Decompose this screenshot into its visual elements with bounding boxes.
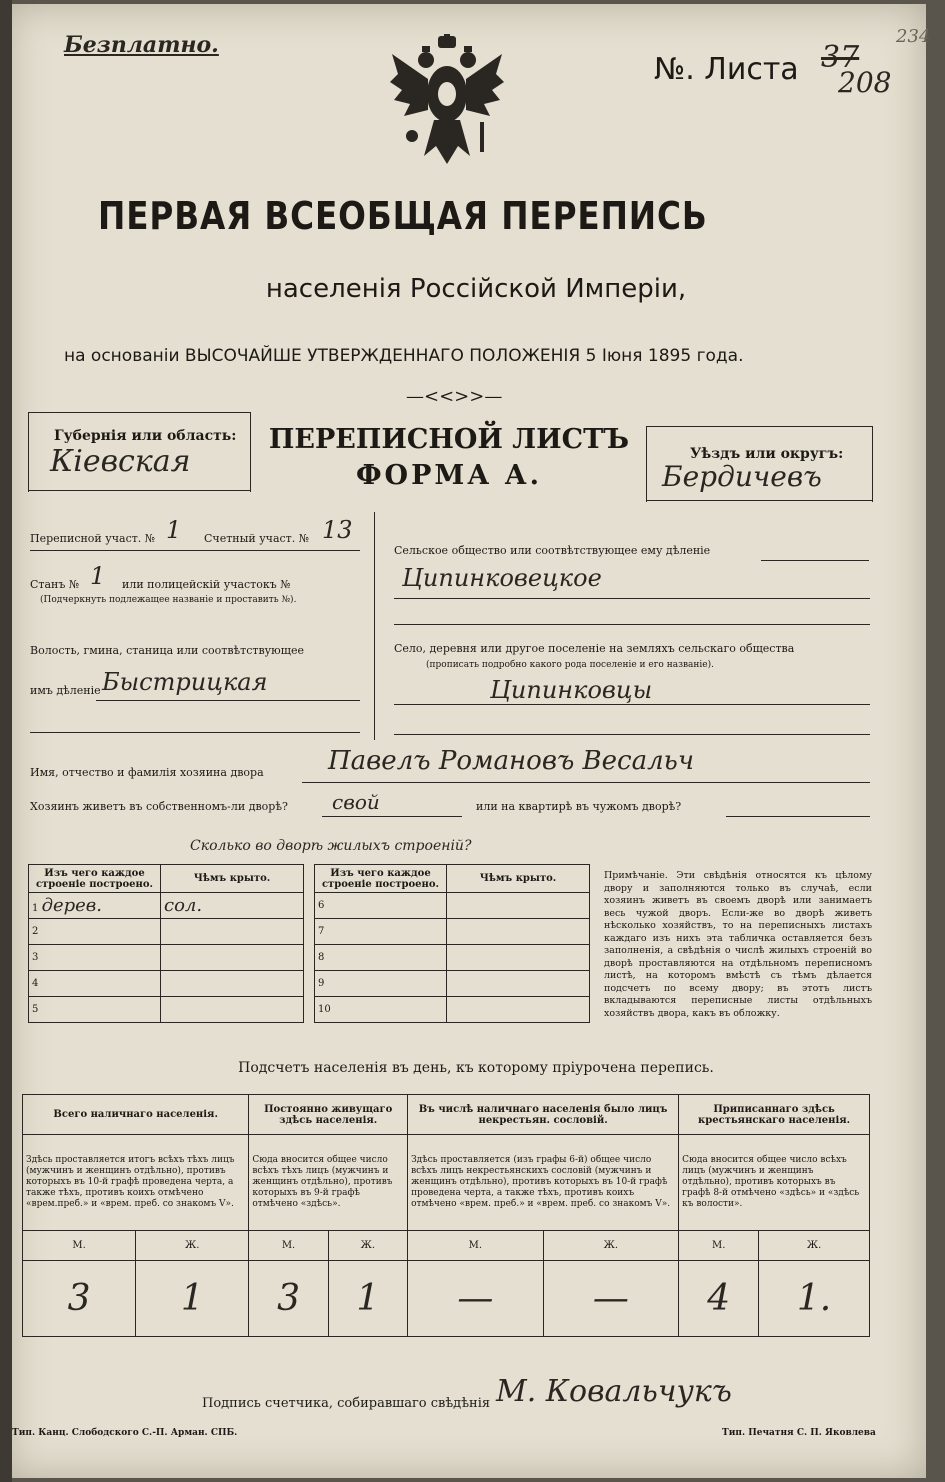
note-text: Примѣчаніе. Эти свѣдѣнія относятся къ цѣлому двору и заполняются только въ случаѣ, если хозяинъ живетъ въ своемъ дворѣ или занимаетъ весь чужой дворъ. Если-же во дворѣ живетъ нѣсколько хозяйствъ, то на переписныхъ листахъ каждаго изъ нихъ эта табличка оставляется безъ заполненія, а свѣдѣнія о числѣ жилыхъ строеній во дворѣ проставляются на отдѣльномъ переписномъ листѣ, на которомъ вмѣстѣ съ тѣмъ дѣлается подсчетъ по всему двору; въ этотъ листъ вкладываются переписные листы отдѣльныхъ хозяйствъ двора, какъ въ обложку.: [604, 870, 872, 1019]
own-yard-value: свой: [332, 790, 380, 814]
printer-right: Тип. Печатня С. П. Яковлева: [722, 1428, 876, 1438]
document-title: ПЕРВАЯ ВСЕОБЩАЯ ПЕРЕПИСЬ: [98, 194, 708, 238]
population-desc-present: Здѣсь проставляется итогъ всѣхъ тѣхъ лицъ (мужчинъ и женщинъ отдѣльно), противъ которыхъ въ 10-й графѣ проведена черта, а также тѣхъ, противъ коихъ отмѣчено «врем.преб.» и «врем. преб. со знакомъ V».: [23, 1135, 249, 1231]
census-section-value: 1: [166, 516, 182, 544]
table-row: 2: [29, 919, 161, 945]
district-label: Уѣздъ или округъ:: [690, 446, 844, 462]
buildings-table-right: [314, 864, 590, 1023]
col-female: Ж.: [136, 1231, 249, 1261]
stan-hint: (Подчеркнуть подлежащее названіе и проставить №).: [40, 595, 297, 605]
value-resident-female: 1: [328, 1261, 407, 1337]
sheet-number: 208: [838, 66, 892, 99]
col-male: М.: [23, 1231, 136, 1261]
province-value: Кіевская: [50, 444, 191, 479]
village-value: Ципинковцы: [490, 676, 653, 704]
col-female: Ж.: [543, 1231, 679, 1261]
coat-of-arms-icon: [388, 34, 506, 174]
table-row: 9: [315, 971, 447, 997]
own-yard-label: Хозяинъ живетъ въ собственномъ-ли дворѣ?: [30, 800, 288, 813]
district-value: Бердичевъ: [662, 460, 822, 493]
rural-society-label: Сельское общество или соотвѣтствующее ему дѣленіе: [394, 544, 711, 557]
col-female: Ж.: [328, 1231, 407, 1261]
census-form-title: ПЕРЕПИСНОЙ ЛИСТЪ: [268, 424, 630, 455]
police-section-label: или полицейскій участокъ №: [122, 578, 291, 591]
counting-section-label: Счетный участ. №: [204, 532, 310, 545]
stamp-number: 234: [896, 26, 931, 47]
value-nonpeasant-male: —: [408, 1261, 544, 1337]
population-header-resident: Постоянно живущаго здѣсь населенія.: [249, 1095, 408, 1135]
signature: М. Ковальчукъ: [496, 1374, 732, 1409]
col-male: М.: [408, 1231, 544, 1261]
population-count-title: Подсчетъ населенія въ день, къ которому пріурочена перепись.: [238, 1060, 714, 1076]
buildings-table-left: Изъ чего каждое строеніе построено. Чѣмъ крыто. 1 дерев. сол. 2 3 4 5: [28, 864, 304, 1023]
population-desc-registered: Сюда вносится общее число всѣхъ лицъ (мужчинъ и женщинъ отдѣльно), противъ которыхъ въ графѣ 8-й отмѣчено «здѣсь» и «здѣсь къ волости».: [679, 1135, 870, 1231]
table-row: 7: [315, 919, 447, 945]
volost-value: Быстрицкая: [102, 668, 268, 696]
buildings-question: Сколько во дворѣ жилыхъ строеній?: [190, 838, 472, 854]
free-label: Безплатно.: [64, 32, 219, 58]
rented-yard-label: или на квартирѣ въ чужомъ дворѣ?: [476, 800, 682, 813]
buildings-col-roof-right: Чѣмъ крыто.: [447, 865, 590, 893]
value-present-female: 1: [136, 1261, 249, 1337]
population-header-present: Всего наличнаго населенія.: [23, 1095, 249, 1135]
population-header-registered: Приписаннаго здѣсь крестьянскаго населенія.: [679, 1095, 870, 1135]
table-row: 10: [315, 997, 447, 1023]
value-present-male: 3: [23, 1261, 136, 1337]
population-table: [22, 1094, 870, 1337]
document-subtitle: населенія Россійской Имперіи,: [265, 274, 687, 304]
table-row: 8: [315, 945, 447, 971]
ornament-divider: —<<>>—: [406, 386, 503, 407]
col-male: М.: [249, 1231, 328, 1261]
buildings-col-material-right: Изъ чего каждое строеніе построено.: [315, 865, 447, 893]
buildings-col-roof: Чѣмъ крыто.: [161, 865, 304, 893]
page-edge: [0, 0, 12, 1482]
population-header-non-peasant: Въ числѣ наличнаго населенія было лицъ некрестьян. сословій.: [408, 1095, 679, 1135]
printer-left: Тип. Канц. Слободского С.-П. Арман. СПБ.: [12, 1428, 238, 1438]
table-row: 4: [29, 971, 161, 997]
population-desc-resident: Сюда вносится общее число всѣхъ тѣхъ лицъ (мужчинъ и женщинъ отдѣльно), противъ которыхъ въ 9-й графѣ отмѣчено «здѣсь».: [249, 1135, 408, 1231]
table-row: 1 дерев.: [29, 893, 161, 919]
value-nonpeasant-female: —: [543, 1261, 679, 1337]
sheet-number-label: №. Листа: [654, 52, 799, 87]
table-row: 5: [29, 997, 161, 1023]
value-resident-male: 3: [249, 1261, 328, 1337]
table-row: 6: [315, 893, 447, 919]
value-registered-female: 1.: [759, 1261, 870, 1337]
village-hint: (прописать подробно какого рода поселеніе и его названіе).: [426, 660, 714, 670]
population-desc-non-peasant: Здѣсь проставляется (изъ графы 6-й) общее число всѣхъ лицъ некрестьянскихъ сословій (мужчинъ и женщинъ отдѣльно), противъ которыхъ въ 10-й графѣ проведена черта, а также тѣхъ, противъ коихъ отмѣчено «врем. преб.» и «врем. преб. со знакомъ V».: [408, 1135, 679, 1231]
stan-label: Станъ №: [30, 578, 80, 591]
householder-label: Имя, отчество и фамилія хозяина двора: [30, 766, 264, 779]
legal-basis: на основаніи ВЫСОЧАЙШЕ УТВЕРЖДЕННАГО ПОЛОЖЕНІЯ 5 Іюня 1895 года.: [64, 346, 744, 366]
buildings-col-material: Изъ чего каждое строеніе построено.: [29, 865, 161, 893]
volost-division-label: имъ дѣленіе: [30, 684, 101, 697]
col-female: Ж.: [759, 1231, 870, 1261]
table-row: 3: [29, 945, 161, 971]
counting-section-value: 13: [322, 516, 353, 544]
sheet-number-crossed: 37: [821, 40, 860, 75]
census-section-label: Переписной участ. №: [30, 532, 156, 545]
signature-label: Подпись счетчика, собиравшаго свѣдѣнія: [202, 1396, 491, 1411]
census-sheet: [6, 4, 931, 1478]
stan-value: 1: [90, 562, 106, 590]
census-form-type: ФОРМА А.: [355, 460, 543, 491]
volost-label: Волость, гмина, станица или соотвѣтствующее: [30, 644, 304, 657]
col-male: М.: [679, 1231, 759, 1261]
value-registered-male: 4: [679, 1261, 759, 1337]
village-label: Село, деревня или другое поселеніе на земляхъ сельскаго общества: [394, 642, 795, 655]
province-label: Губернія или область:: [54, 428, 237, 444]
rural-society-value: Ципинковецкое: [402, 564, 602, 592]
householder-value: Павелъ Романовъ Весальч: [328, 746, 694, 776]
